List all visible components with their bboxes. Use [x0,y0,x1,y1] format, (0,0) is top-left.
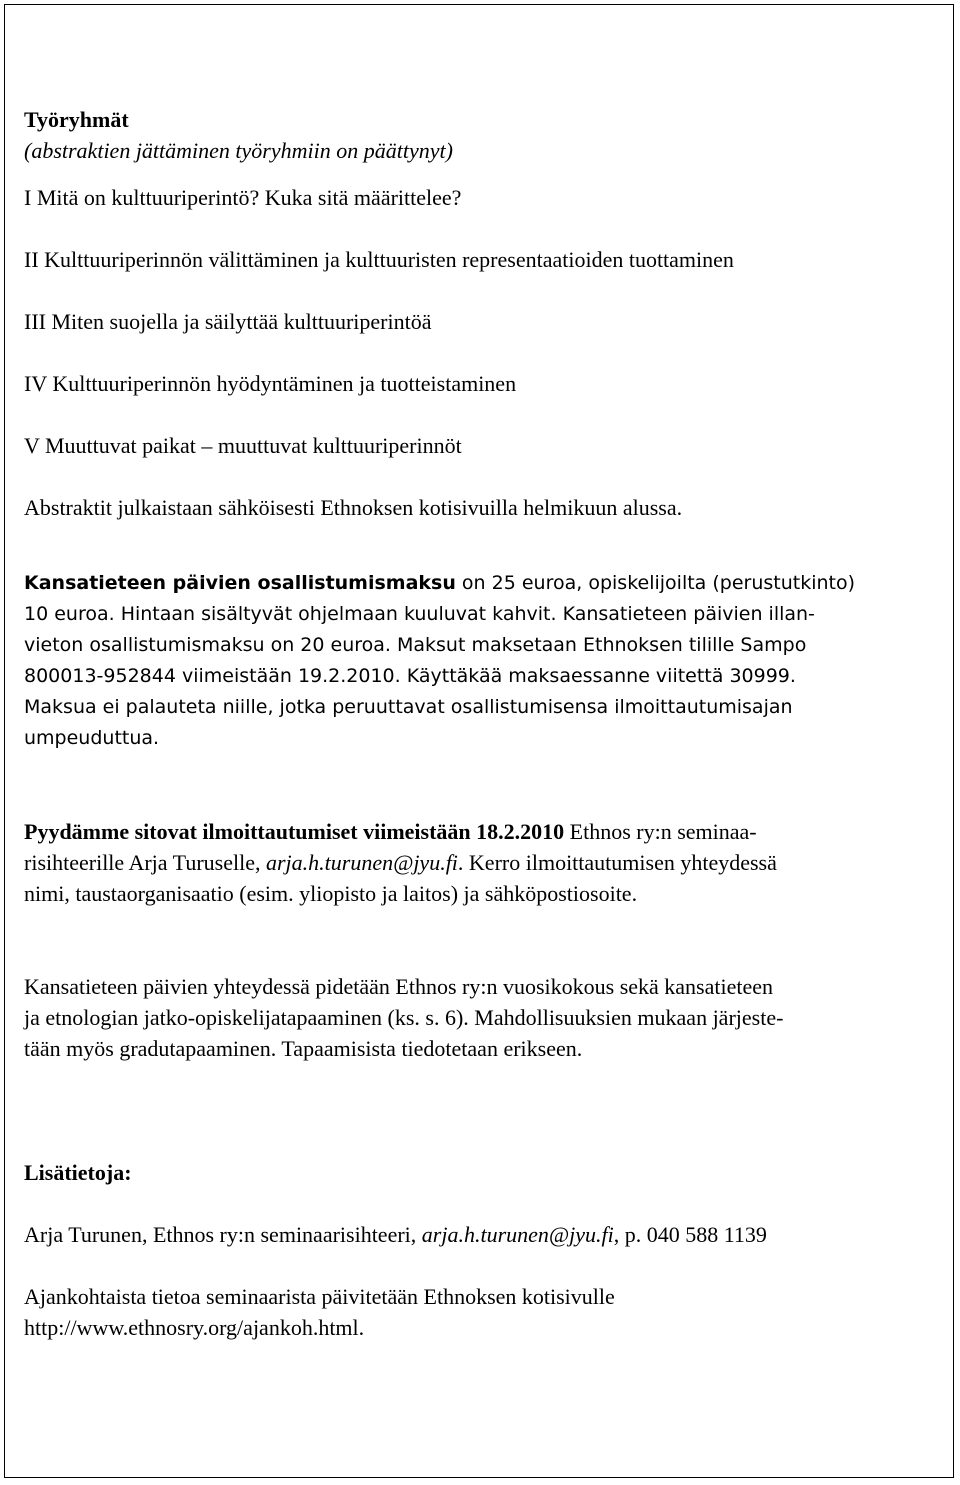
meeting-line: tään myös gradutapaaminen. Tapaamisista tiedotetaan erikseen. [24,1036,583,1061]
registration-paragraph [24,816,934,909]
contact-phone: , p. 040 588 1139 [613,1222,767,1247]
fee-line-4: 800013-952844 viimeistään 19.2.2010. Käyttäkää maksaessanne viitettä 30999. [24,665,796,687]
fee-line-3: vieton osallistumismaksu on 20 euroa. Maksut maksetaan Ethnoksen tilille Sampo [24,634,807,656]
registration-text: Ethnos ry:n seminaa- [564,819,757,844]
contact-email-link[interactable]: arja.h.turunen@jyu.fi [421,1222,614,1247]
contact-text: Arja Turunen, Ethnos ry:n seminaarisihteeri, [24,1222,422,1247]
working-group-item: IV Kulttuuriperinnön hyödyntäminen ja tuotteistaminen [24,371,517,396]
abstracts-note: Abstraktit julkaistaan sähköisesti Ethnoksen kotisivuilla helmikuun alussa. [24,495,683,520]
working-group-item: I Mitä on kulttuuriperintö? Kuka sitä määrittelee? [24,185,462,210]
fee-line-1: on 25 euroa, opiskelijoilta (perustutkinto) [455,572,856,594]
fee-heading: Kansatieteen päivien osallistumismaksu [24,572,456,594]
fee-line-2: 10 euroa. Hintaan sisältyvät ohjelmaan kuuluvat kahvit. Kansatieteen päivien illan- [24,603,815,625]
meeting-line: ja etnologian jatko-opiskelijatapaaminen (ks. s. 6). Mahdollisuuksien mukaan järjeste- [24,1005,784,1030]
more-info-heading: Lisätietoja: [24,1160,132,1185]
fee-line-5: Maksua ei palauteta niille, jotka peruuttavat osallistumisensa ilmoittautumisajan [24,696,793,718]
meeting-paragraph [24,971,934,1064]
registration-text: . Kerro ilmoittautumisen yhteydessä [457,850,777,875]
update-info [24,1281,934,1343]
update-url-link[interactable]: http://www.ethnosry.org/ajankoh.html. [24,1315,365,1340]
meeting-line: Kansatieteen päivien yhteydessä pidetään Ethnos ry:n vuosikokous sekä kansatieteen [24,974,774,999]
working-group-item: V Muuttuvat paikat – muuttuvat kulttuuriperinnöt [24,433,462,458]
fee-line-6: umpeuduttua. [24,727,160,749]
registration-text: risihteerille Arja Turuselle, [24,850,266,875]
fee-paragraph [24,568,934,754]
registration-text: nimi, taustaorganisaatio (esim. yliopisto ja laitos) ja sähköpostiosoite. [24,881,638,906]
working-group-item: III Miten suojella ja säilyttää kulttuuriperintöä [24,309,432,334]
working-group-item: II Kulttuuriperinnön välittäminen ja kulttuuristen representaatioiden tuottaminen [24,247,734,272]
update-text: Ajankohtaista tietoa seminaarista päivitetään Ethnoksen kotisivulle [24,1284,615,1309]
document-content [24,104,934,1343]
registration-email-link[interactable]: arja.h.turunen@jyu.fi [265,850,458,875]
working-group-list [24,182,934,461]
page-title: Työryhmät [24,107,129,132]
page-subtitle: (abstraktien jättäminen työryhmiin on päättynyt) [24,138,453,163]
contact-line [24,1219,934,1250]
registration-deadline: Pyydämme sitovat ilmoittautumiset viimeistään 18.2.2010 [24,819,565,844]
